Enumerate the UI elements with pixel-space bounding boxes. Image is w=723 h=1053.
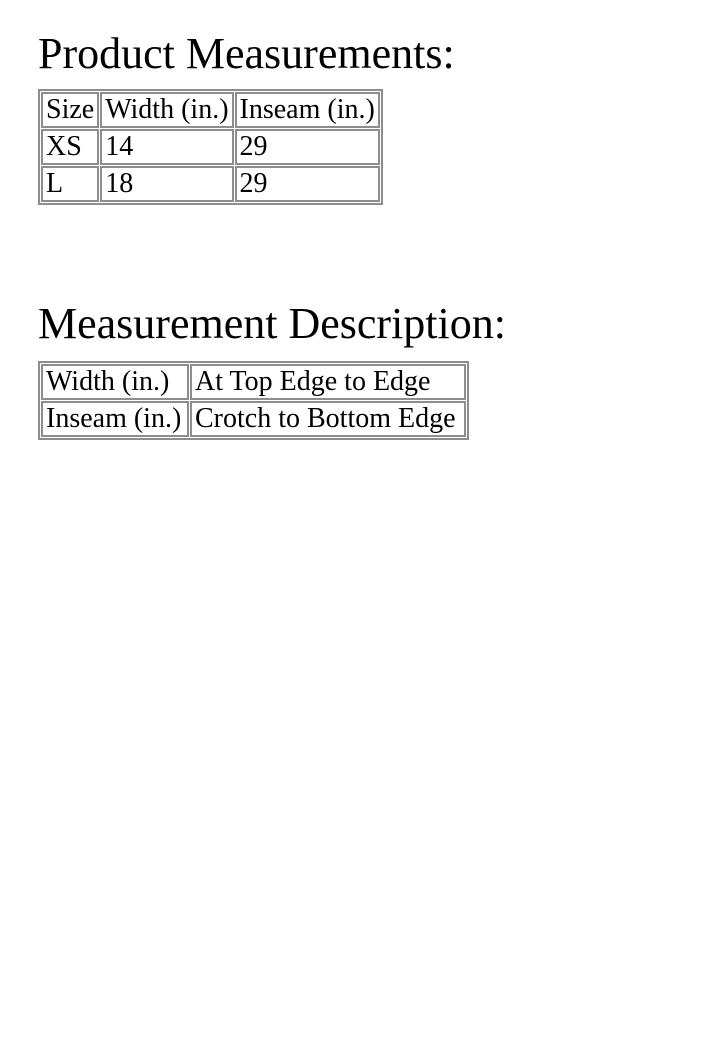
cell-size-xs: XS (41, 129, 99, 165)
cell-size-l: L (41, 166, 99, 202)
cell-term-inseam: Inseam (in.) (41, 401, 189, 437)
cell-width-l: 18 (100, 166, 233, 202)
cell-inseam-l: 29 (235, 166, 380, 202)
cell-width-xs: 14 (100, 129, 233, 165)
table-row-l (41, 166, 380, 202)
header-cell-width: Width (in.) (100, 92, 233, 128)
table-header-row (41, 92, 380, 128)
cell-term-width: Width (in.) (41, 364, 189, 400)
product-measurements-table (38, 89, 383, 205)
measurement-description-heading: Measurement Description: (38, 298, 506, 348)
header-cell-size: Size (41, 92, 99, 128)
description-row-inseam (41, 401, 466, 437)
header-cell-inseam: Inseam (in.) (235, 92, 380, 128)
description-row-width (41, 364, 466, 400)
product-measurements-heading: Product Measurements: (38, 29, 455, 78)
cell-inseam-xs: 29 (235, 129, 380, 165)
cell-definition-width: At Top Edge to Edge (190, 364, 466, 400)
document-page (0, 29, 723, 1053)
cell-definition-inseam: Crotch to Bottom Edge (190, 401, 466, 437)
table-row-xs (41, 129, 380, 165)
measurement-description-table (38, 361, 469, 440)
